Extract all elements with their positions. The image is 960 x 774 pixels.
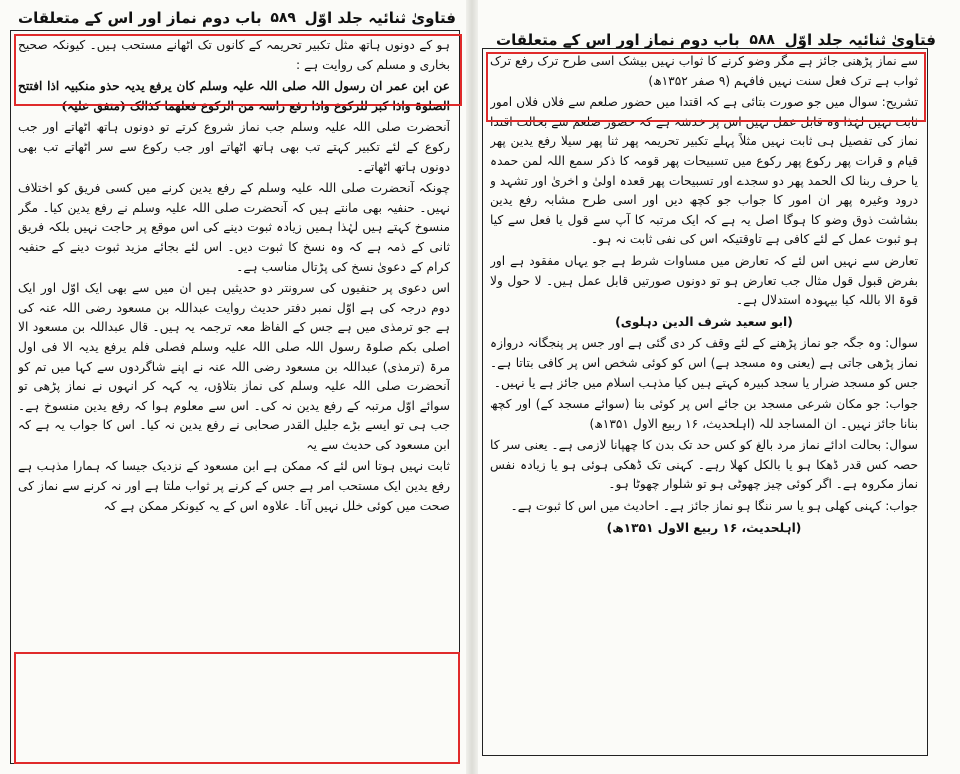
left-page-number: ۵۸۹: [270, 10, 296, 26]
right-reference: (اہلحدیث، ۱۶ ربیع الاول ۱۳۵۱ھ): [606, 520, 802, 535]
left-page-body: [18, 36, 450, 756]
left-paragraph: ہو کے دونوں ہاتھ مثل تکبیر تحریمہ کے کانوں تک اٹھانے مستحب ہیں۔ کیونکہ صحیح بخاری و مسلم کی روایت ہے :: [18, 38, 450, 72]
right-page-title: فتاویٰ ثنائیہ جلد اوّل: [784, 31, 936, 49]
right-paragraph: تعارض سے نہیں اس لئے کہ تعارض میں مساوات شرط ہے جو یہاں مفقود ہے اور بفرض قبول قول مثال جب تعارض ہو تو دونوں صورتیں قابل عمل ہیں۔ لا حول ولا قوۃ الا باللہ کیا بیہودہ استدلال ہے۔: [490, 253, 918, 308]
left-page: [0, 0, 478, 774]
right-paragraph: تشریح: سوال میں جو صورت بتائی ہے کہ اقتدا میں حضور صلعم سے فلاں فلاں امور ثابت نہیں لہٰذا وہ قابل عمل نہیں اس پر خدشہ ہے کہ حضور صلعم سے بحالت اقتدا نماز کی تفصیل ہی ثابت نہیں مثلاً پہلے تکبیر تحریمہ پھر ثنا پھر سیلا رفع یدین پھر قیام و قرات پھر رکوع پھر رکوع میں تسبیحات پھر قومہ کا ذکر سمع اللہ لمن حمدہ یا حرف ربنا لک الحمد پھر دو سجدے اور تسبیحات پھر قعدہ اولیٰ و اخریٰ اور تشہد و درود وغیرہ پھر ان امور کا جواب جو کچھ دیں اور اسی طرح مشابہ رفع یدین بشاشت ذوق وضو کا ہوگا اصل یہ ہے کہ ایک مرتبہ کا آپ سے قول یا فعل سے کیا ہو ثبوت عمل کے لئے کافی ہے تاوقتیکہ اس کی نفی ثابت نہ ہو۔: [490, 95, 918, 247]
right-question: سوال: بحالت ادائے نماز مرد بالغ کو کس حد تک بدن کا چھپانا لازمی ہے۔ یعنی سر کا حصہ کس قدر ڈھکا ہو یا بالکل کھلا رہے۔ کہنی تک ڈھکی ہوئی ہو یا زیادہ نفس نماز مکروہ ہے۔ اگر کوئی چیز چھوٹی ہو تو شلوار چھوٹا ہو۔: [490, 438, 918, 492]
left-paragraph: چونکہ آنحضرت صلی اللہ علیہ وسلم کے رفع یدین کرنے میں کسی فریق کو اختلاف نہیں۔ حنفیہ بھی مانتے ہیں کہ آنحضرت صلی اللہ علیہ وسلم نے رفع یدین کیا۔ مگر منسوخ کہتے ہیں لہٰذا ہمیں زیادہ ثبوت دینے کی اس موقع پر حاجت نہیں بلکہ فریق ثانی کے ذمہ ہے کہ وہ نسخ کا ثبوت دیں۔ اس لئے بجائے مزید ثبوت دینے کے حنفیہ کرام کے دعویٰ نسخ کی پڑتال مناسب ہے۔: [18, 181, 450, 274]
left-paragraph-arabic: عن ابن عمر ان رسول اللہ صلی اللہ علیہ وسلم کان یرفع یدیہ حذو منکبیہ اذا افتتح الصلوۃ واذا کبر للرکوع واذا رفع راسہ من الرکوع فعلھما کذالک (متفق علیہ): [18, 79, 450, 113]
left-page-chapter: باب دوم نماز اور اس کے متعلقات: [18, 9, 262, 27]
left-paragraph: آنحضرت صلی اللہ علیہ وسلم جب نماز شروع کرتے تو دونوں ہاتھ اٹھاتے اور جب رکوع کے لئے تکبیر کہتے تب بھی ہاتھ اٹھاتے اور جب رکوع سے سر اٹھاتے تب بھی دونوں ہاتھ اٹھاتے۔: [18, 120, 450, 174]
right-answer: جواب: کہنی کھلی ہو یا سر ننگا ہو نماز جائز ہے۔ احادیث میں اس کا ثبوت ہے۔: [510, 499, 918, 514]
left-page-header: [18, 6, 456, 30]
right-page-number: ۵۸۸: [749, 32, 775, 48]
right-page: [478, 0, 960, 774]
left-paragraph: اس دعوی پر حنفیوں کی سرونتر دو حدیثیں ہیں ان میں سے بھی ایک اوّل اور ایک دوم درجہ کی ہے اوّل نمبر دفتر حدیث روایت عبداللہ بن مسعود رضی اللہ عنہ کی ہے جو ترمذی میں ہے جس کے الفاظ معہ ترجمہ یہ ہیں۔ قال عبداللہ بن مسعود الا اصلی بکم صلوۃ رسول اللہ صلی اللہ علیہ وسلم فصلی فلم یرفع یدیہ الا فی اول مرۃ (ترمذی) عبداللہ بن مسعود رضی اللہ عنہ نے اپنے شاگردوں سے کہا میں تم کو آنحضرت صلی اللہ علیہ وسلم کی نماز بتلاؤں، یہ کہہ کر انہوں نے نماز پڑھی تو سوائے اوّل مرتبہ کے رفع یدین نہ کی۔ اس سے معلوم ہوا کہ رفع یدین منسوخ ہے۔ جب ہی تو ایسے بڑے جلیل القدر صحابی نے رفع یدین نہ کیا۔ اس کا جواب یہ ہے کہ ابن مسعود کی حدیث سے یہ: [18, 281, 450, 452]
page-binding-gutter: [466, 0, 478, 774]
left-paragraph: ثابت نہیں ہوتا اس لئے کہ ممکن ہے ابن مسعود کے نزدیک جیسا کہ ہمارا مذہب ہے رفع یدین ایک مستحب امر ہے جس کے کرنے پر ثواب ملتا ہے اور نہ کرنے سے نماز کی صحت میں کوئی خلل نہیں آتا۔ علاوہ اس کے یہ کیونکر ممکن ہے کہ: [18, 459, 450, 513]
left-page-title: فتاویٰ ثنائیہ جلد اوّل: [304, 9, 456, 27]
right-page-body: [490, 52, 918, 750]
right-reference: (ابو سعید شرف الدین دہلوی): [615, 314, 793, 329]
right-paragraph: سے نماز پڑھنی جائز ہے مگر وضو کرنے کا ثواب نہیں بیشک اسی طرح ترک رفع ترک ثواب ہے ترک فعل سنت نہیں فافہم (۹ صفر ۱۳۵۲ھ): [490, 54, 918, 88]
right-answer: جواب: جو مکان شرعی مسجد بن جائے اس پر کوئی بنا (سوائے مسجد کے) اور کچھ بنانا جائز نہیں۔ ان المساجد للہ (اہلحدیث، ۱۶ ربیع الاول ۱۳۵۱ھ): [490, 397, 918, 431]
right-question: سوال: وہ جگہ جو نماز پڑھنے کے لئے وقف کر دی گئی ہے اور جس پر پنجگانہ دروازہ نماز پڑھی جاتی ہے (یعنی وہ مسجد ہے) اس کو کوئی شخص اس پر کافی بتاتا ہے۔ جس کو مسجد ضرار یا سجد کبیرہ کہتے ہیں کیا مذہب اسلام میں جائز ہے یا نہیں۔: [490, 336, 918, 390]
right-page-chapter: باب دوم نماز اور اس کے متعلقات: [496, 31, 740, 49]
